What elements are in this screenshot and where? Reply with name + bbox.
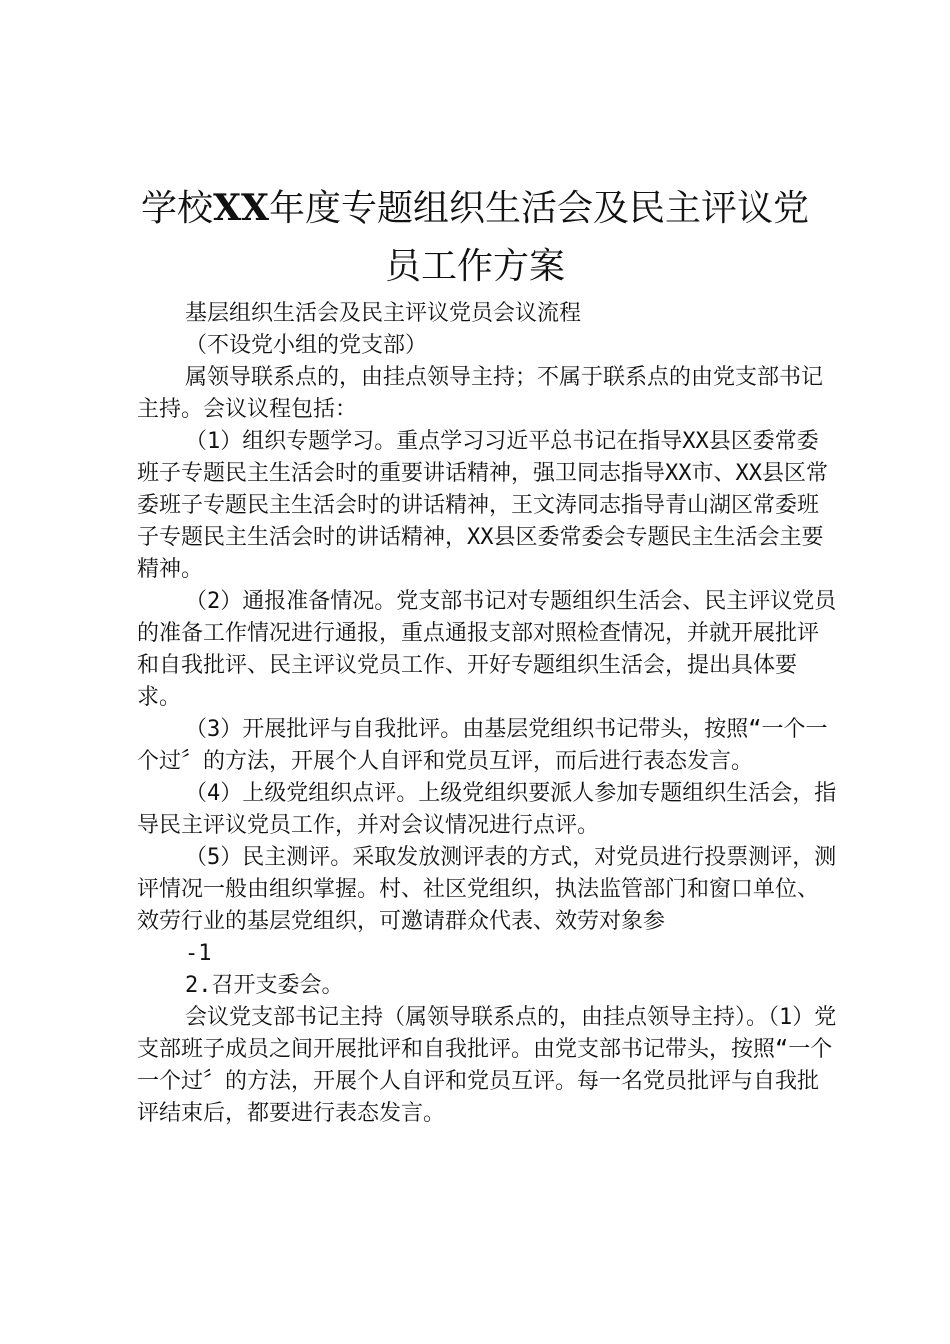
paragraph-item-4: （4）上级党组织点评。上级党组织要派人参加专题组织生活会，指导民主评议党员工作，并对会议情况进行点评。 <box>137 781 837 838</box>
document-body <box>137 298 837 1130</box>
title-text-2: 年度专题组织生活会及民主评议党 <box>268 188 809 229</box>
paragraph-item-5: （5）民主测评。采取发放测评表的方式，对党员进行投票测评，测评情况一般由组织掌握。村、社区党组织，执法监管部门和窗口单位、效劳行业的基层党组织，可邀请群众代表、效劳对象参 <box>137 845 837 934</box>
document-title-line-2: 员工作方案 <box>384 246 565 287</box>
page-number-marker: -1 <box>185 941 212 966</box>
paragraph-item-3: （3）开展批评与自我批评。由基层党组织书记带头，按照“一个一个过〞的方法，开展个人自评和党员互评，而后进行表态发言。 <box>137 717 828 774</box>
paragraph-subheading: （不设党小组的党支部） <box>185 333 428 358</box>
title-text-1: 学校 <box>141 188 214 229</box>
document-title-line-1 <box>120 186 830 231</box>
title-xx: XX <box>213 187 269 229</box>
paragraph-process-heading: 基层组织生活会及民主评议党员会议流程 <box>185 301 582 326</box>
paragraph-item-1: （1）组织专题学习。重点学习习近平总书记在指导XX县区委常委班子专题民主生活会时的重要讲话精神，强卫同志指导XX市、XX县区常委班子专题民主生活会时的讲话精神，王文涛同志指导青山湖区常委班子专题民主生活会时的讲话精神，XX县区委常委会专题民主生活会主要精神。 <box>137 429 828 582</box>
paragraph-section-2: 2.召开支委会。 <box>185 973 344 998</box>
paragraph-committee-meeting: 会议党支部书记主持（属领导联系点的，由挂点领导主持）。（1）党支部班子成员之间开展批评和自我批评。由党支部书记带头，按照“一个一个过〞的方法，开展个人自评和党员互评。每一名党员批评与自我批评结束后，都要进行表态发言。 <box>137 1005 837 1126</box>
paragraph-item-2: （2）通报准备情况。党支部书记对专题组织生活会、民主评议党员的准备工作情况进行通报，重点通报支部对照检查情况，并就开展批评和自我批评、民主评议党员工作、开好专题组织生活会，提出具体要求。 <box>137 589 837 710</box>
paragraph-chair: 属领导联系点的，由挂点领导主持；不属于联系点的由党支部书记主持。会议议程包括： <box>137 365 824 422</box>
